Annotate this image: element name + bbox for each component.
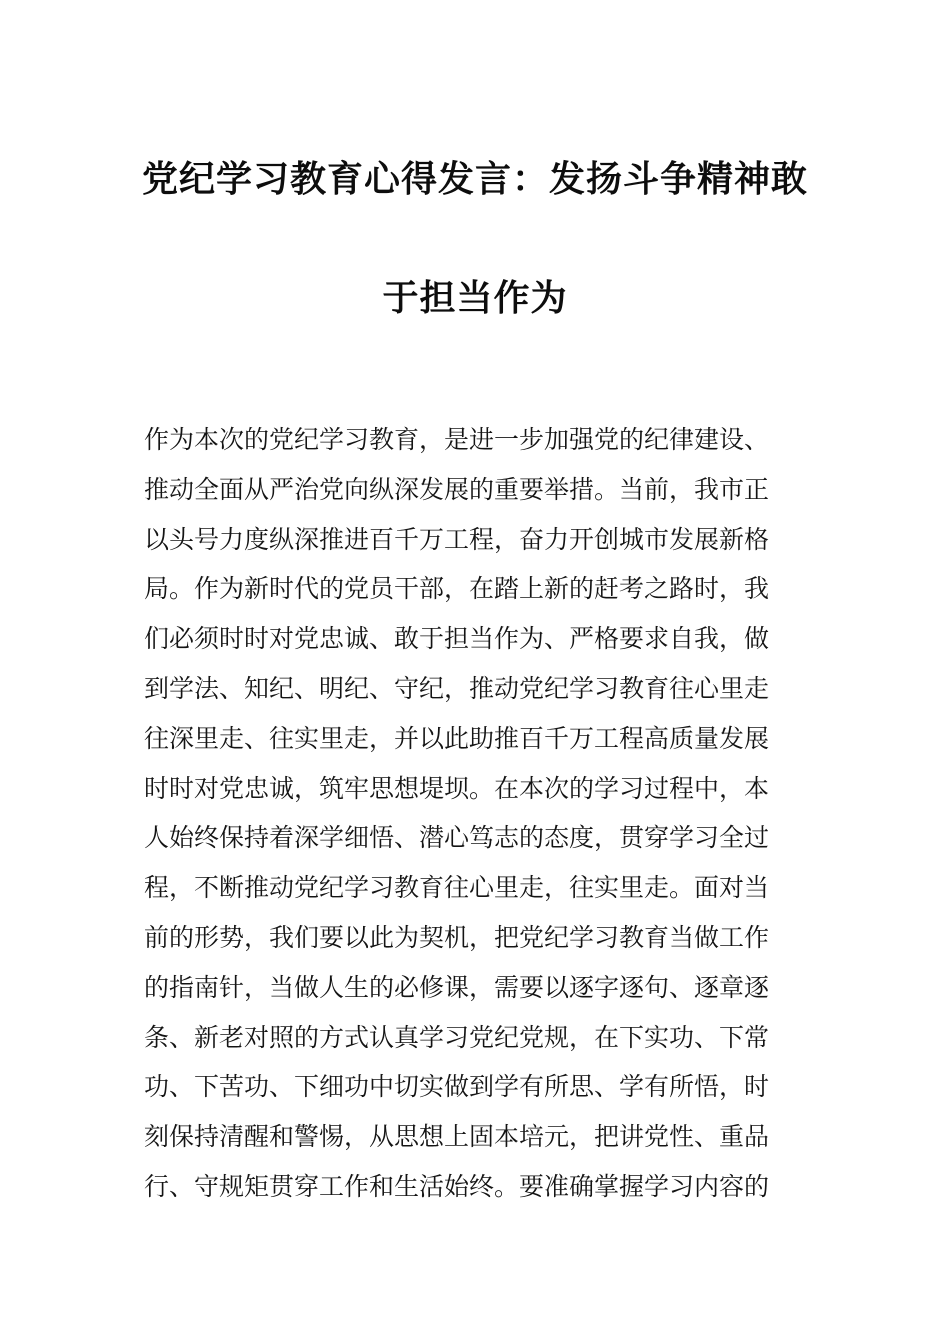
body-line: 局。作为新时代的党员干部，在踏上新的赶考之路时，我 <box>144 574 770 604</box>
body-line: 推动全面从严治党向纵深发展的重要举措。当前，我市正 <box>144 474 770 504</box>
body-line: 的指南针，当做人生的必修课，需要以逐字逐句、逐章逐 <box>144 972 770 1002</box>
body-line: 程，不断推动党纪学习教育往心里走，往实里走。面对当 <box>144 873 770 903</box>
body-line: 往深里走、往实里走，并以此助推百千万工程高质量发展 <box>144 723 770 753</box>
body-line: 行、守规矩贯穿工作和生活始终。要准确掌握学习内容的 <box>144 1171 770 1201</box>
body-line: 们必须时时对党忠诚、敢于担当作为、严格要求自我，做 <box>144 624 770 654</box>
body-line: 条、新老对照的方式认真学习党纪党规，在下实功、下常 <box>144 1022 770 1052</box>
body-line: 刻保持清醒和警惕，从思想上固本培元，把讲党性、重品 <box>144 1122 770 1152</box>
document-title-line-2: 于担当作为 <box>382 278 568 319</box>
body-line: 前的形势，我们要以此为契机，把党纪学习教育当做工作 <box>144 922 770 952</box>
body-line: 到学法、知纪、明纪、守纪，推动党纪学习教育往心里走 <box>144 673 770 703</box>
body-line: 作为本次的党纪学习教育，是进一步加强党的纪律建设、 <box>144 425 770 454</box>
body-line: 时时对党忠诚，筑牢思想堤坝。在本次的学习过程中，本 <box>144 773 770 803</box>
body-line: 以头号力度纵深推进百千万工程，奋力开创城市发展新格 <box>144 524 770 554</box>
body-line: 功、下苦功、下细功中切实做到学有所思、学有所悟，时 <box>144 1072 770 1102</box>
document-title-line-1: 党纪学习教育心得发言：发扬斗争精神敢 <box>141 159 808 200</box>
body-paragraph <box>144 415 814 1212</box>
body-line: 人始终保持着深学细悟、潜心笃志的态度，贯穿学习全过 <box>144 823 770 853</box>
